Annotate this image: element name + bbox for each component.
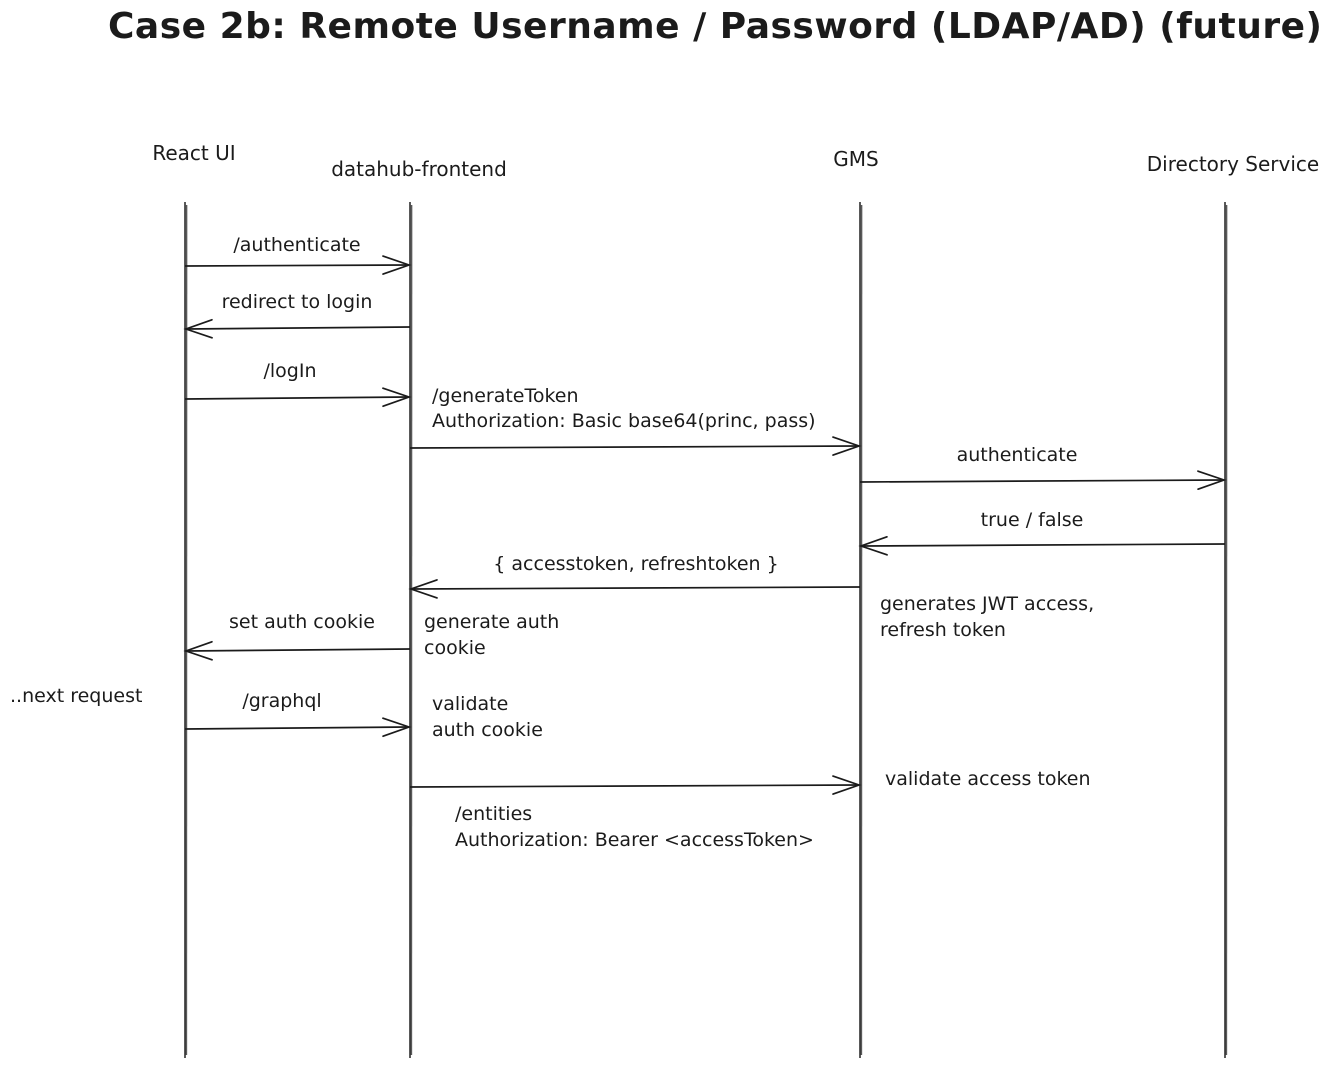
arrow-entities-request [410, 785, 858, 787]
actor-directory-service: Directory Service [1146, 152, 1320, 176]
message-label-graphql: /graphql [242, 690, 322, 712]
note-generates-jwt: generates JWT access, refresh token [880, 593, 1095, 641]
arrow-generate-token [410, 446, 858, 448]
note-entities-authorization: /entities Authorization: Bearer <accessToken> [455, 803, 814, 851]
arrow-login [185, 397, 408, 399]
lifeline-datahub-frontend [410, 202, 412, 1058]
message-label-set-auth-cookie: set auth cookie [229, 611, 375, 633]
note-validate-access-token: validate access token [885, 768, 1091, 790]
arrow-redirect-to-login [187, 327, 410, 329]
message-label-authenticate-directory: authenticate [956, 444, 1078, 466]
note-validate-auth-cookie: validate auth cookie [432, 693, 543, 741]
lifeline-gms [860, 202, 862, 1058]
actor-gms: GMS [833, 147, 879, 171]
message-label-tokens-response: { accesstoken, refreshtoken } [493, 553, 779, 575]
message-label-redirect-to-login: redirect to login [221, 291, 373, 313]
diagram-title: Case 2b: Remote Username / Password (LDAP/AD) (future) [108, 6, 1323, 47]
actor-react-ui: React UI [152, 141, 236, 165]
arrow-set-auth-cookie [187, 649, 410, 651]
arrow-true-false [862, 544, 1225, 546]
note-next-request: ..next request [10, 685, 143, 707]
arrow-graphql [185, 727, 408, 729]
message-label-login: /logIn [263, 360, 317, 382]
arrow-authenticate-frontend [185, 265, 408, 266]
lifeline-react-ui [185, 202, 187, 1058]
arrow-authenticate-directory [860, 480, 1223, 482]
message-label-generate-token: /generateToken Authorization: Basic base64(princ, pass) [432, 385, 816, 432]
lifeline-directory-service [1225, 202, 1227, 1058]
message-label-authenticate-frontend: /authenticate [233, 234, 361, 256]
actor-datahub-frontend: datahub-frontend [331, 157, 507, 181]
note-generate-auth-cookie: generate auth cookie [424, 611, 560, 659]
arrow-tokens-response [412, 587, 860, 589]
message-label-true-false: true / false [980, 509, 1084, 531]
